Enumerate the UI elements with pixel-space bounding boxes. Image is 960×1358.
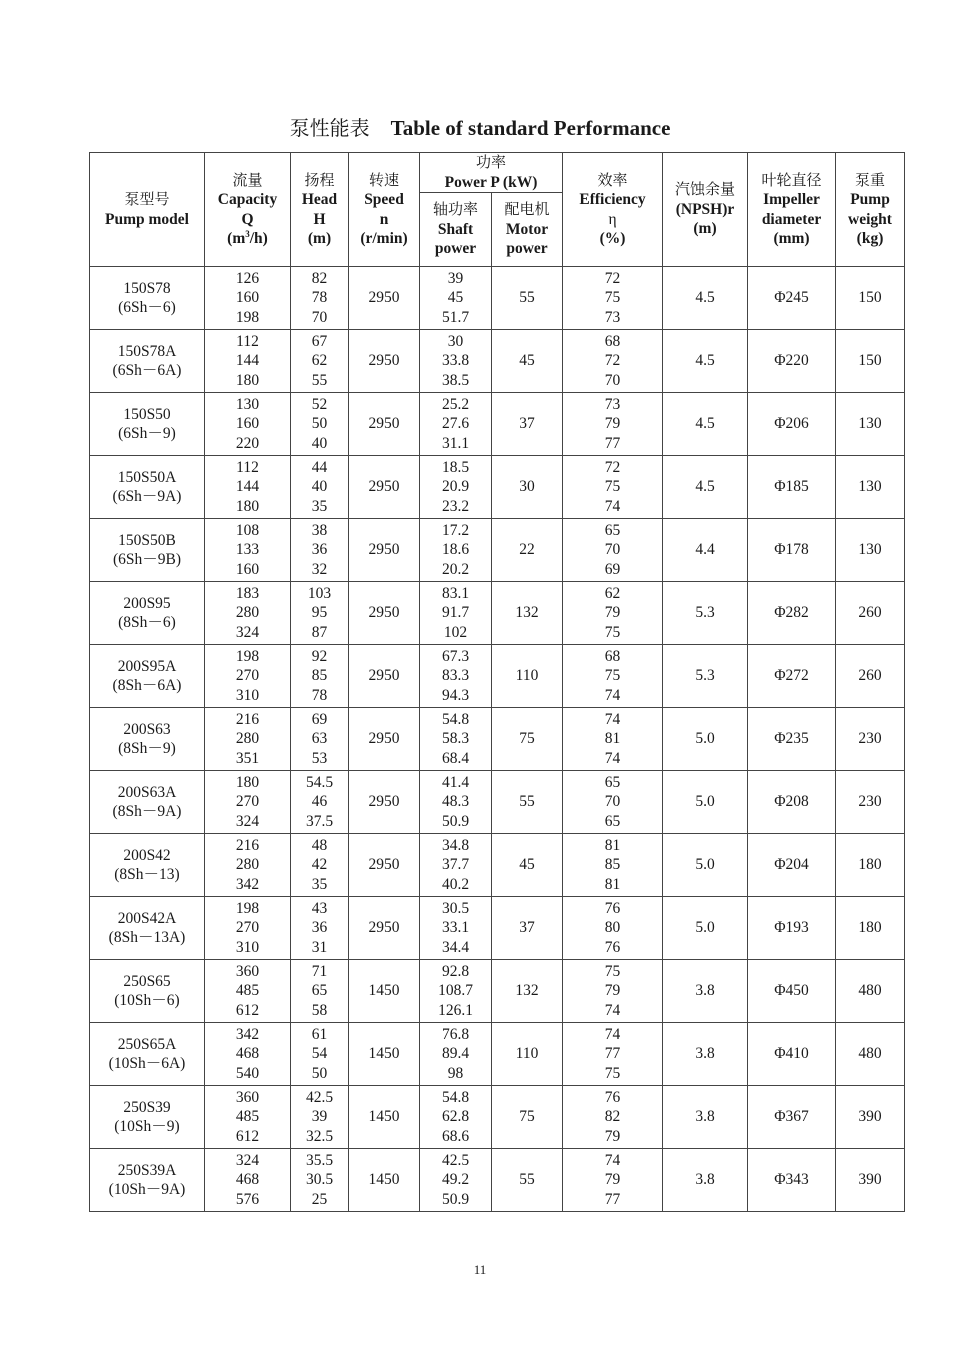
header-speed: 转速 Speed n (r/min) — [349, 153, 420, 267]
cell-impeller-diameter: Φ410 — [748, 1023, 836, 1086]
cell-speed: 2950 — [349, 771, 420, 834]
cell-shaft-power: 41.4 48.3 50.9 — [420, 771, 492, 834]
cell-npsh: 4.5 — [663, 393, 748, 456]
cell-head: 103 95 87 — [291, 582, 349, 645]
cell-speed: 2950 — [349, 330, 420, 393]
cell-model: 200S42A (8Sh－13A) — [90, 897, 205, 960]
cell-shaft-power: 76.8 89.4 98 — [420, 1023, 492, 1086]
header-motor-power: 配电机 Motor power — [492, 193, 563, 267]
cell-capacity: 108 133 160 — [205, 519, 291, 582]
cell-shaft-power: 67.3 83.3 94.3 — [420, 645, 492, 708]
cell-shaft-power: 34.8 37.7 40.2 — [420, 834, 492, 897]
cell-model: 200S95 (8Sh－6) — [90, 582, 205, 645]
cell-npsh: 5.0 — [663, 897, 748, 960]
cell-speed: 1450 — [349, 1086, 420, 1149]
table-row — [90, 519, 905, 582]
title-english: Table of standard Performance — [390, 116, 671, 140]
cell-motor-power: 110 — [492, 1023, 563, 1086]
table-row — [90, 1149, 905, 1212]
cell-speed: 2950 — [349, 582, 420, 645]
cell-model: 250S39A (10Sh－9A) — [90, 1149, 205, 1212]
cell-head: 61 54 50 — [291, 1023, 349, 1086]
cell-efficiency: 68 75 74 — [563, 645, 663, 708]
cell-head: 82 78 70 — [291, 267, 349, 330]
cell-impeller-diameter: Φ450 — [748, 960, 836, 1023]
cell-head: 69 63 53 — [291, 708, 349, 771]
table-row — [90, 771, 905, 834]
cell-shaft-power: 30.5 33.1 34.4 — [420, 897, 492, 960]
cell-capacity: 342 468 540 — [205, 1023, 291, 1086]
cell-motor-power: 132 — [492, 960, 563, 1023]
cell-impeller-diameter: Φ245 — [748, 267, 836, 330]
cell-capacity: 216 280 342 — [205, 834, 291, 897]
cell-impeller-diameter: Φ208 — [748, 771, 836, 834]
cell-model: 200S63 (8Sh－9) — [90, 708, 205, 771]
cell-pump-weight: 390 — [836, 1149, 905, 1212]
cell-capacity: 112 144 180 — [205, 456, 291, 519]
cell-efficiency: 65 70 65 — [563, 771, 663, 834]
capacity-unit: $(m^3/h)$ — [227, 228, 268, 247]
cell-efficiency: 65 70 69 — [563, 519, 663, 582]
cell-pump-weight: 480 — [836, 960, 905, 1023]
cell-pump-weight: 150 — [836, 330, 905, 393]
cell-npsh: 5.3 — [663, 582, 748, 645]
cell-motor-power: 75 — [492, 708, 563, 771]
cell-efficiency: 74 79 77 — [563, 1149, 663, 1212]
cell-motor-power: 55 — [492, 267, 563, 330]
cell-model: 200S95A (8Sh－6A) — [90, 645, 205, 708]
cell-npsh: 4.5 — [663, 330, 748, 393]
cell-model: 250S39 (10Sh－9) — [90, 1086, 205, 1149]
cell-efficiency: 68 72 70 — [563, 330, 663, 393]
page-title — [0, 112, 960, 141]
header-capacity: 流量 Capacity Q $(m^3/h)$ — [205, 153, 291, 267]
cell-model: 150S50B (6Sh－9B) — [90, 519, 205, 582]
cell-pump-weight: 130 — [836, 456, 905, 519]
cell-shaft-power: 92.8 108.7 126.1 — [420, 960, 492, 1023]
cell-head: 38 36 32 — [291, 519, 349, 582]
cell-motor-power: 132 — [492, 582, 563, 645]
table-row — [90, 1086, 905, 1149]
cell-capacity: 183 280 324 — [205, 582, 291, 645]
cell-npsh: 5.0 — [663, 834, 748, 897]
cell-speed: 1450 — [349, 1023, 420, 1086]
table-row — [90, 1023, 905, 1086]
cell-shaft-power: 39 45 51.7 — [420, 267, 492, 330]
cell-npsh: 4.4 — [663, 519, 748, 582]
cell-shaft-power: 25.2 27.6 31.1 — [420, 393, 492, 456]
cell-speed: 2950 — [349, 393, 420, 456]
cell-motor-power: 37 — [492, 897, 563, 960]
cell-efficiency: 62 79 75 — [563, 582, 663, 645]
table-row — [90, 897, 905, 960]
cell-model: 150S50A (6Sh－9A) — [90, 456, 205, 519]
table-body — [90, 267, 905, 1212]
header-model: 泵型号 Pump model — [90, 153, 205, 267]
cell-pump-weight: 150 — [836, 267, 905, 330]
table-row — [90, 582, 905, 645]
cell-speed: 2950 — [349, 456, 420, 519]
cell-impeller-diameter: Φ193 — [748, 897, 836, 960]
cell-capacity: 198 270 310 — [205, 897, 291, 960]
cell-capacity: 216 280 351 — [205, 708, 291, 771]
cell-head: 52 50 40 — [291, 393, 349, 456]
cell-impeller-diameter: Φ220 — [748, 330, 836, 393]
cell-motor-power: 75 — [492, 1086, 563, 1149]
header-head: 扬程 Head H (m) — [291, 153, 349, 267]
header-npsh: 汽蚀余量 (NPSH)r (m) — [663, 153, 748, 267]
cell-pump-weight: 480 — [836, 1023, 905, 1086]
cell-impeller-diameter: Φ367 — [748, 1086, 836, 1149]
cell-efficiency: 75 79 74 — [563, 960, 663, 1023]
cell-motor-power: 30 — [492, 456, 563, 519]
cell-impeller-diameter: Φ185 — [748, 456, 836, 519]
cell-speed: 1450 — [349, 960, 420, 1023]
header-efficiency: 效率 Efficiency η (%) — [563, 153, 663, 267]
cell-shaft-power: 17.2 18.6 20.2 — [420, 519, 492, 582]
cell-npsh: 3.8 — [663, 1023, 748, 1086]
cell-head: 67 62 55 — [291, 330, 349, 393]
cell-shaft-power: 42.5 49.2 50.9 — [420, 1149, 492, 1212]
cell-npsh: 3.8 — [663, 960, 748, 1023]
cell-npsh: 4.5 — [663, 456, 748, 519]
cell-capacity: 130 160 220 — [205, 393, 291, 456]
header-power: 功率 Power P (kW) — [420, 153, 563, 193]
cell-motor-power: 55 — [492, 771, 563, 834]
cell-npsh: 3.8 — [663, 1086, 748, 1149]
cell-efficiency: 81 85 81 — [563, 834, 663, 897]
table-row — [90, 708, 905, 771]
cell-shaft-power: 54.8 58.3 68.4 — [420, 708, 492, 771]
cell-capacity: 198 270 310 — [205, 645, 291, 708]
cell-shaft-power: 83.1 91.7 102 — [420, 582, 492, 645]
cell-model: 200S42 (8Sh－13) — [90, 834, 205, 897]
header-weight: 泵重 Pump weight (kg) — [836, 153, 905, 267]
cell-efficiency: 73 79 77 — [563, 393, 663, 456]
cell-efficiency: 74 81 74 — [563, 708, 663, 771]
cell-motor-power: 55 — [492, 1149, 563, 1212]
cell-speed: 2950 — [349, 834, 420, 897]
cell-impeller-diameter: Φ178 — [748, 519, 836, 582]
cell-capacity: 112 144 180 — [205, 330, 291, 393]
cell-efficiency: 72 75 74 — [563, 456, 663, 519]
table-row — [90, 267, 905, 330]
cell-pump-weight: 180 — [836, 834, 905, 897]
cell-impeller-diameter: Φ204 — [748, 834, 836, 897]
cell-impeller-diameter: Φ282 — [748, 582, 836, 645]
cell-model: 150S78A (6Sh－6A) — [90, 330, 205, 393]
cell-capacity: 360 485 612 — [205, 960, 291, 1023]
cell-impeller-diameter: Φ272 — [748, 645, 836, 708]
cell-motor-power: 45 — [492, 834, 563, 897]
cell-npsh: 3.8 — [663, 1149, 748, 1212]
header-row-1 — [90, 153, 905, 193]
cell-speed: 2950 — [349, 267, 420, 330]
cell-efficiency: 74 77 75 — [563, 1023, 663, 1086]
cell-motor-power: 37 — [492, 393, 563, 456]
cell-motor-power: 22 — [492, 519, 563, 582]
header-shaft-power: 轴功率 Shaft power — [420, 193, 492, 267]
cell-pump-weight: 260 — [836, 582, 905, 645]
cell-speed: 2950 — [349, 645, 420, 708]
cell-pump-weight: 230 — [836, 771, 905, 834]
cell-speed: 2950 — [349, 519, 420, 582]
cell-efficiency: 76 80 76 — [563, 897, 663, 960]
cell-npsh: 5.0 — [663, 771, 748, 834]
cell-head: 54.5 46 37.5 — [291, 771, 349, 834]
cell-npsh: 4.5 — [663, 267, 748, 330]
table-row — [90, 960, 905, 1023]
cell-model: 200S63A (8Sh－9A) — [90, 771, 205, 834]
title-chinese: 泵性能表 — [289, 116, 370, 140]
cell-impeller-diameter: Φ206 — [748, 393, 836, 456]
cell-efficiency: 72 75 73 — [563, 267, 663, 330]
performance-table — [89, 152, 905, 1212]
cell-capacity: 360 485 612 — [205, 1086, 291, 1149]
table-row — [90, 834, 905, 897]
cell-model: 250S65 (10Sh－6) — [90, 960, 205, 1023]
cell-model: 150S50 (6Sh－9) — [90, 393, 205, 456]
cell-impeller-diameter: Φ343 — [748, 1149, 836, 1212]
cell-head: 44 40 35 — [291, 456, 349, 519]
table-row — [90, 645, 905, 708]
cell-head: 92 85 78 — [291, 645, 349, 708]
cell-capacity: 126 160 198 — [205, 267, 291, 330]
header-impeller: 叶轮直径 Impeller diameter (mm) — [748, 153, 836, 267]
cell-npsh: 5.3 — [663, 645, 748, 708]
cell-pump-weight: 260 — [836, 645, 905, 708]
cell-impeller-diameter: Φ235 — [748, 708, 836, 771]
cell-pump-weight: 130 — [836, 393, 905, 456]
cell-head: 42.5 39 32.5 — [291, 1086, 349, 1149]
page-number: 11 — [473, 1262, 487, 1277]
cell-motor-power: 45 — [492, 330, 563, 393]
cell-speed: 2950 — [349, 897, 420, 960]
cell-motor-power: 110 — [492, 645, 563, 708]
cell-capacity: 180 270 324 — [205, 771, 291, 834]
cell-npsh: 5.0 — [663, 708, 748, 771]
cell-head: 43 36 31 — [291, 897, 349, 960]
cell-model: 250S65A (10Sh－6A) — [90, 1023, 205, 1086]
cell-speed: 1450 — [349, 1149, 420, 1212]
cell-head: 48 42 35 — [291, 834, 349, 897]
table-row — [90, 393, 905, 456]
cell-capacity: 324 468 576 — [205, 1149, 291, 1212]
cell-speed: 2950 — [349, 708, 420, 771]
cell-pump-weight: 230 — [836, 708, 905, 771]
cell-shaft-power: 30 33.8 38.5 — [420, 330, 492, 393]
cell-efficiency: 76 82 79 — [563, 1086, 663, 1149]
cell-pump-weight: 130 — [836, 519, 905, 582]
cell-shaft-power: 54.8 62.8 68.6 — [420, 1086, 492, 1149]
cell-pump-weight: 180 — [836, 897, 905, 960]
cell-pump-weight: 390 — [836, 1086, 905, 1149]
table-row — [90, 456, 905, 519]
cell-head: 71 65 58 — [291, 960, 349, 1023]
cell-model: 150S78 (6Sh－6) — [90, 267, 205, 330]
cell-head: 35.5 30.5 25 — [291, 1149, 349, 1212]
cell-shaft-power: 18.5 20.9 23.2 — [420, 456, 492, 519]
table-row — [90, 330, 905, 393]
